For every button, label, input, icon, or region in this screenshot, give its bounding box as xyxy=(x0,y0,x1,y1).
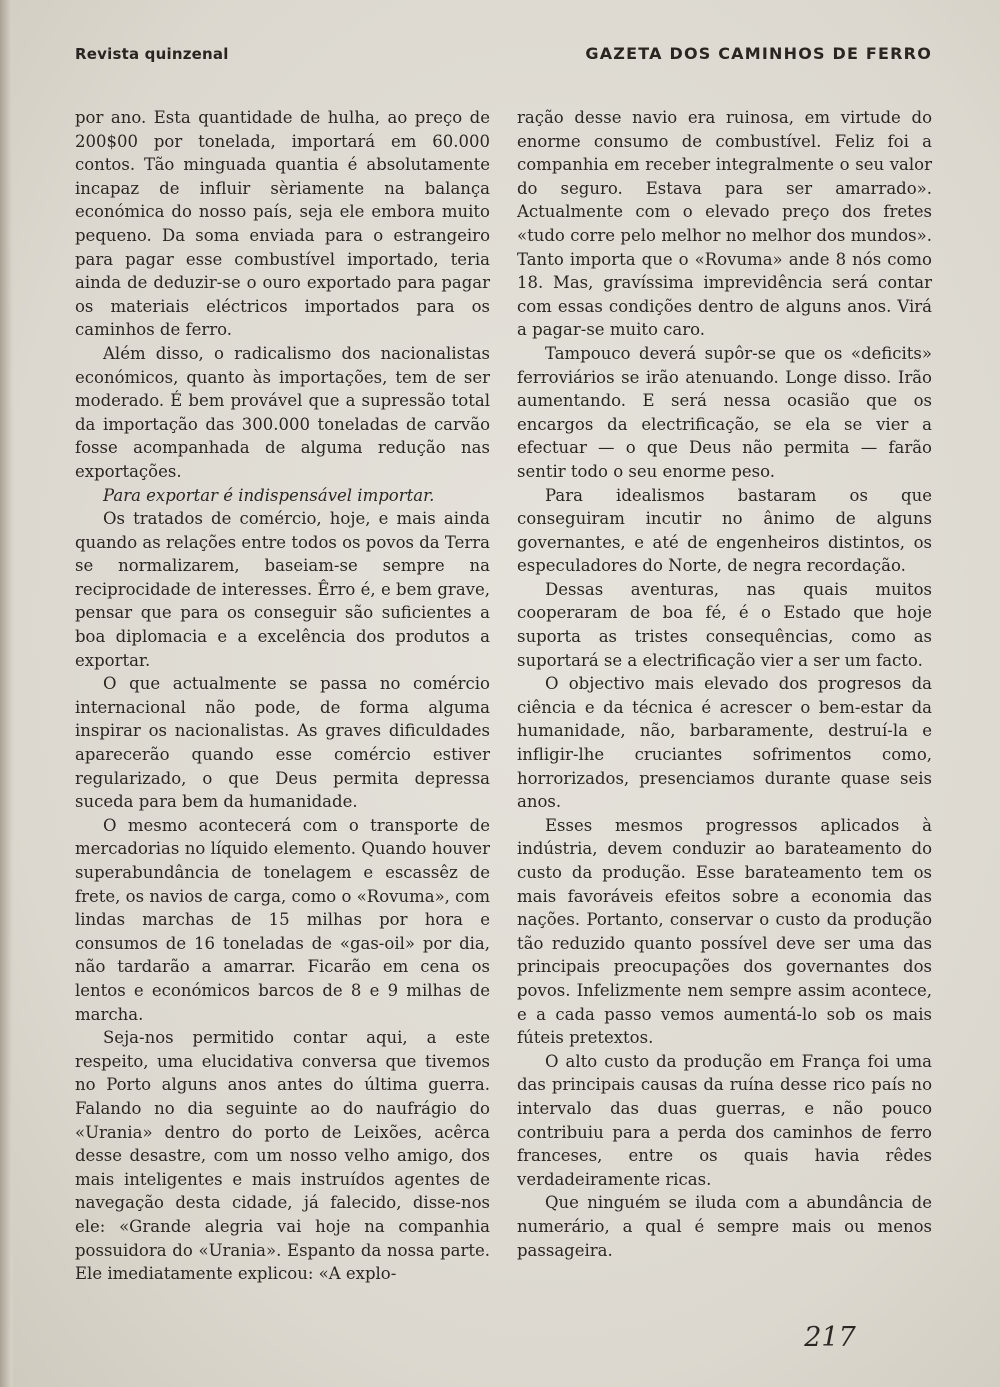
right-column xyxy=(517,106,932,1262)
paragraph: O que actualmente se passa no comércio internacional não pode, de forma alguma inspirar os nacionalistas. As graves dificuldades aparecerão quando esse comércio estiver regularizado, o que Deus permita depressa suceda para bem da humanidade. xyxy=(75,674,490,812)
italic-paragraph: Para exportar é indispensável importar. xyxy=(103,485,435,505)
paragraph: ração desse navio era ruinosa, em virtude do enorme consumo de combustível. Feliz foi a companhia em receber integralmente o seu valor do seguro. Estava para ser amarrado». Actualmente com o elevado preço dos fretes «tudo corre pelo melhor no melhor dos mundos». Tanto importa que o «Rovuma» ande 8 nós como 18. Mas, gravíssima imprevidência será contar com essas condições dentro de alguns anos. Virá a pagar-se muito caro. xyxy=(517,108,932,340)
paragraph: Para idealismos bastaram os que conseguiram incutir no ânimo de alguns governantes, e até de engenheiros distintos, os especuladores do Norte, de negra recordação. xyxy=(517,485,932,576)
page-number: 217 xyxy=(804,1322,856,1353)
paragraph: por ano. Esta quantidade de hulha, ao preço de 200$00 por tonelada, importará em 60.000 contos. Tão minguada quantia é absolutamente incapaz de influir sèriamente na balança económica do nosso país, seja ele embora muito pequeno. Da soma enviada para o estrangeiro para pagar esse combustível importado, teria ainda de deduzir-se o ouro exportado para pagar os materiais eléctricos importados para os caminhos de ferro. xyxy=(75,108,490,340)
paragraph: Esses mesmos progressos aplicados à indústria, devem conduzir ao barateamento do custo da produção. Esse barateamento tem os mais favoráveis efeitos sobre a economia das nações. Portanto, conservar o custo da produção tão reduzido quanto possível deve ser uma das principais preocupações dos governantes dos povos. Infelizmente nem sempre assim acontece, e a cada passo vemos aumentá-lo sob os mais fúteis pretextos. xyxy=(517,815,932,1048)
paragraph: Os tratados de comércio, hoje, e mais ainda quando as relações entre todos os povos da Terra se normalizarem, baseiam-se sempre na reciprocidade de interesses. Êrro é, e bem grave, pensar que para os conseguir são suficientes a boa diplomacia e a excelência dos produtos a exportar. xyxy=(75,509,490,670)
paragraph: Que ninguém se iluda com a abundância de numerário, a qual é sempre mais ou menos passageira. xyxy=(517,1193,932,1260)
header-left: Revista quinzenal xyxy=(75,45,229,63)
paragraph: Tampouco deverá supôr-se que os «deficits» ferroviários se irão atenuando. Longe disso. Irão aumentando. E será nessa ocasião que os encargos da electrificação, se ela se vier a efectuar — o que Deus não permita — farão sentir todo o seu enorme peso. xyxy=(517,343,932,481)
page-binding-edge xyxy=(0,0,14,1387)
paragraph: O objectivo mais elevado dos progresos da ciência e da técnica é acrescer o bem-estar da humanidade, não, barbaramente, destruí-la e infligir-lhe cruciantes sofrimentos como, horrorizados, presenciamos durante quase seis anos. xyxy=(517,674,932,812)
paragraph: O alto custo da produção em França foi uma das principais causas da ruína desse rico país no intervalo das duas guerras, e não pouco contribuiu para a perda dos caminhos de ferro franceses, entre os quais havia rêdes verdadeiramente ricas. xyxy=(517,1051,932,1189)
header-right: GAZETA DOS CAMINHOS DE FERRO xyxy=(585,44,932,63)
paragraph: Além disso, o radicalismo dos nacionalistas económicos, quanto às importações, tem de ser moderado. É bem provável que a supressão total da importação das 300.000 toneladas de carvão fosse acompanhada de alguma redução nas exportações. xyxy=(75,343,490,481)
paragraph: O mesmo acontecerá com o transporte de mercadorias no líquido elemento. Quando houver superabundância de tonelagem e escassêz de frete, os navios de carga, como o «Rovuma», com lindas marchas de 15 milhas por hora e consumos de 16 toneladas de «gas-oil» por dia, não tardarão a amarrar. Ficarão em cena os lentos e económicos barcos de 8 e 9 milhas de marcha. xyxy=(75,815,490,1024)
left-column xyxy=(75,106,490,1286)
running-header xyxy=(75,44,932,68)
paragraph: Dessas aventuras, nas quais muitos cooperaram de boa fé, é o Estado que hoje suporta as tristes consequências, como as suportará se a electrificação vier a ser um facto. xyxy=(517,579,932,670)
paragraph: Seja-nos permitido contar aqui, a este respeito, uma elucidativa conversa que tivemos no Porto alguns anos antes do última guerra. Falando no dia seguinte ao do naufrágio do «Urania» dentro do porto de Leixões, acêrca desse desastre, com um nosso velho amigo, dos mais inteligentes e mais instruídos agentes de navegação desta cidade, já falecido, disse-nos ele: «Grande alegria vai hoje na companhia possuidora do «Urania». Espanto da nossa parte. Ele imediatamente explicou: «A explo- xyxy=(75,1028,490,1284)
